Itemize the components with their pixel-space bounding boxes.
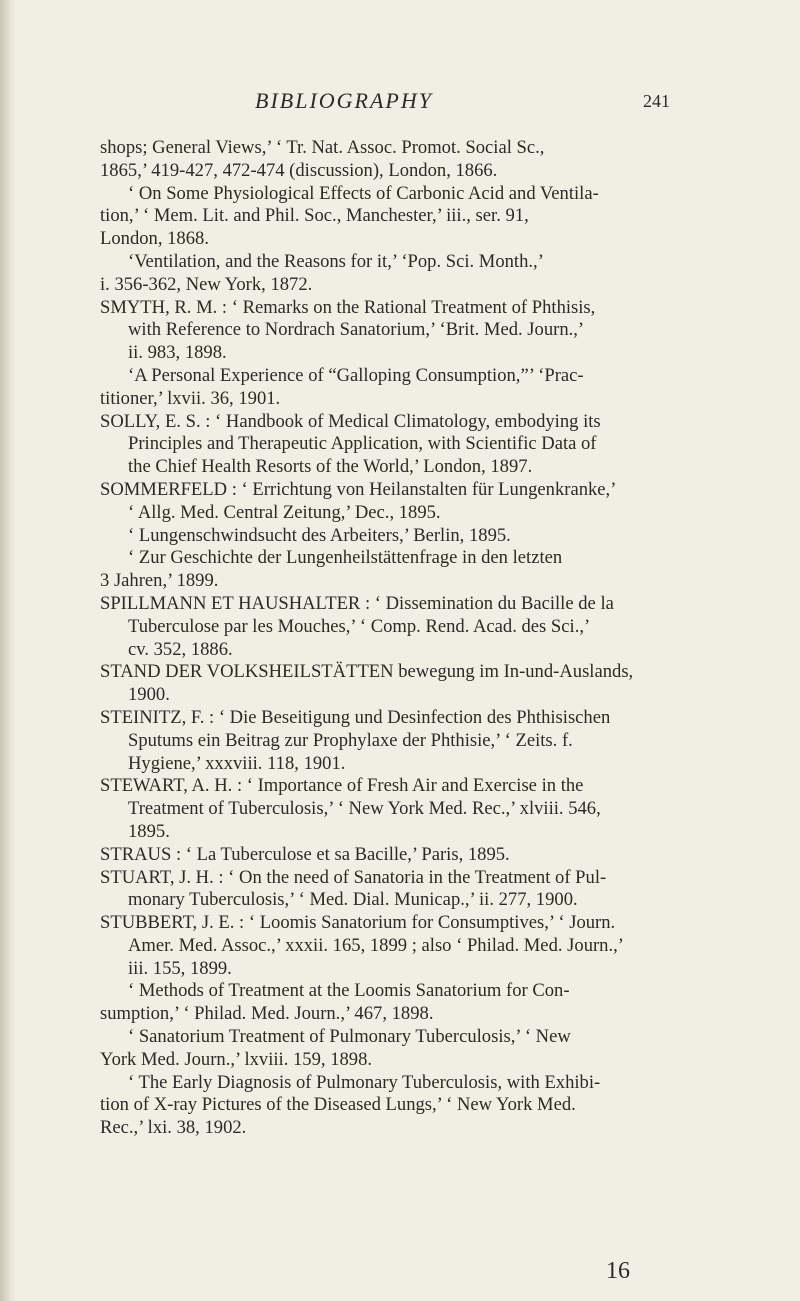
text-line: ‘ Zur Geschichte der Lungenheilstättenfrage in den letzten <box>128 547 563 569</box>
bibliography-entry <box>100 297 718 365</box>
text-line: tion of X-ray Pictures of the Diseased Lungs,’ ‘ New York Med. <box>100 1094 576 1116</box>
text-line: ‘Ventilation, and the Reasons for it,’ ‘Pop. Sci. Month.,’ <box>128 250 544 272</box>
text-line: ‘ On Some Physiological Effects of Carbonic Acid and Ventila- <box>128 182 599 204</box>
text-line: ‘A Personal Experience of “Galloping Consumption,”’ ‘Prac- <box>128 364 584 386</box>
text-line: Hygiene,’ xxxviii. 118, 1901. <box>128 752 346 774</box>
running-head: BIBLIOGRAPHY <box>255 88 433 113</box>
text-line: cv. 352, 1886. <box>128 638 233 660</box>
text-line: Treatment of Tuberculosis,’ ‘ New York Med. Rec.,’ xlviii. 546, <box>128 798 601 820</box>
bibliography-entry <box>100 707 718 775</box>
text-line: SMYTH, R. M. : ‘ Remarks on the Rational Treatment of Phthisis, <box>100 296 596 318</box>
page-number: 241 <box>643 91 670 111</box>
text-line: monary Tuberculosis,’ ‘ Med. Dial. Municap.,’ ii. 277, 1900. <box>128 889 578 911</box>
text-line: STUART, J. H. : ‘ On the need of Sanatoria in the Treatment of Pul- <box>100 866 607 888</box>
bibliography-entry <box>100 593 718 661</box>
text-line: STEINITZ, F. : ‘ Die Beseitigung und Desinfection des Phthisischen <box>100 706 611 728</box>
bibliography-entry <box>100 912 718 980</box>
bibliography-entry <box>100 251 718 297</box>
bibliography-entry <box>100 661 718 707</box>
bibliography-entry <box>100 479 718 525</box>
text-line: ‘ Lungenschwindsucht des Arbeiters,’ Berlin, 1895. <box>128 524 511 546</box>
text-line: SOMMERFELD : ‘ Errichtung von Heilanstalten für Lungenkranke,’ <box>100 478 617 500</box>
signature-mark: 16 <box>606 1258 630 1284</box>
bibliography-entry <box>100 411 718 479</box>
text-line: STAND DER VOLKSHEILSTÄTTEN bewegung im In-und-Auslands, <box>100 661 634 683</box>
text-line: London, 1868. <box>100 228 209 250</box>
bibliography-entry <box>100 525 718 548</box>
bibliography-entry <box>100 137 718 183</box>
text-line: ‘ The Early Diagnosis of Pulmonary Tuberculosis, with Exhibi- <box>128 1071 601 1093</box>
page-header <box>0 88 800 118</box>
text-line: with Reference to Nordrach Sanatorium,’ ‘Brit. Med. Journ.,’ <box>128 319 585 341</box>
text-line: ‘ Sanatorium Treatment of Pulmonary Tuberculosis,’ ‘ New <box>128 1026 571 1048</box>
text-line: SOLLY, E. S. : ‘ Handbook of Medical Climatology, embodying its <box>100 410 601 432</box>
text-line: 1865,’ 419-427, 472-474 (discussion), London, 1866. <box>100 159 498 181</box>
text-line: ‘ Methods of Treatment at the Loomis Sanatorium for Con- <box>128 980 570 1002</box>
text-line: Sputums ein Beitrag zur Prophylaxe der Phthisie,’ ‘ Zeits. f. <box>128 729 573 751</box>
text-line: Tuberculose par les Mouches,’ ‘ Comp. Rend. Acad. des Sci.,’ <box>128 615 591 637</box>
text-line: SPILLMANN ET HAUSHALTER : ‘ Dissemination du Bacille de la <box>100 592 614 614</box>
page-spine-shadow <box>0 0 16 1301</box>
text-line: Rec.,’ lxi. 38, 1902. <box>100 1117 247 1139</box>
bibliography-list <box>100 137 718 1140</box>
text-line: ii. 983, 1898. <box>128 342 227 364</box>
text-line: shops; General Views,’ ‘ Tr. Nat. Assoc. Promot. Social Sc., <box>100 137 545 158</box>
bibliography-entry <box>100 775 718 843</box>
bibliography-entry <box>100 867 718 913</box>
text-line: the Chief Health Resorts of the World,’ London, 1897. <box>128 456 533 478</box>
text-line: sumption,’ ‘ Philad. Med. Journ.,’ 467, 1898. <box>100 1003 434 1025</box>
text-line: STEWART, A. H. : ‘ Importance of Fresh Air and Exercise in the <box>100 775 584 797</box>
bibliography-entry <box>100 844 718 867</box>
text-line: iii. 155, 1899. <box>128 957 232 979</box>
bibliography-entry <box>100 547 718 593</box>
text-line: 3 Jahren,’ 1899. <box>100 570 219 592</box>
bibliography-entry <box>100 980 718 1026</box>
bibliography-entry <box>100 365 718 411</box>
bibliography-entry <box>100 1072 718 1140</box>
text-line: 1895. <box>128 820 170 842</box>
bibliography-entry <box>100 183 718 251</box>
text-line: Principles and Therapeutic Application, with Scientific Data of <box>128 433 597 455</box>
text-line: STUBBERT, J. E. : ‘ Loomis Sanatorium for Consumptives,’ ‘ Journ. <box>100 912 616 934</box>
text-line: STRAUS : ‘ La Tuberculose et sa Bacille,’ Paris, 1895. <box>100 843 510 865</box>
text-line: York Med. Journ.,’ lxviii. 159, 1898. <box>100 1048 373 1070</box>
text-line: tion,’ ‘ Mem. Lit. and Phil. Soc., Manchester,’ iii., ser. 91, <box>100 205 529 227</box>
text-line: ‘ Allg. Med. Central Zeitung,’ Dec., 1895. <box>128 501 441 523</box>
text-line: 1900. <box>128 684 170 706</box>
text-line: i. 356-362, New York, 1872. <box>100 273 313 295</box>
text-line: titioner,’ lxvii. 36, 1901. <box>100 387 281 409</box>
text-line: Amer. Med. Assoc.,’ xxxii. 165, 1899 ; also ‘ Philad. Med. Journ.,’ <box>128 934 624 956</box>
bibliography-entry <box>100 1026 718 1072</box>
